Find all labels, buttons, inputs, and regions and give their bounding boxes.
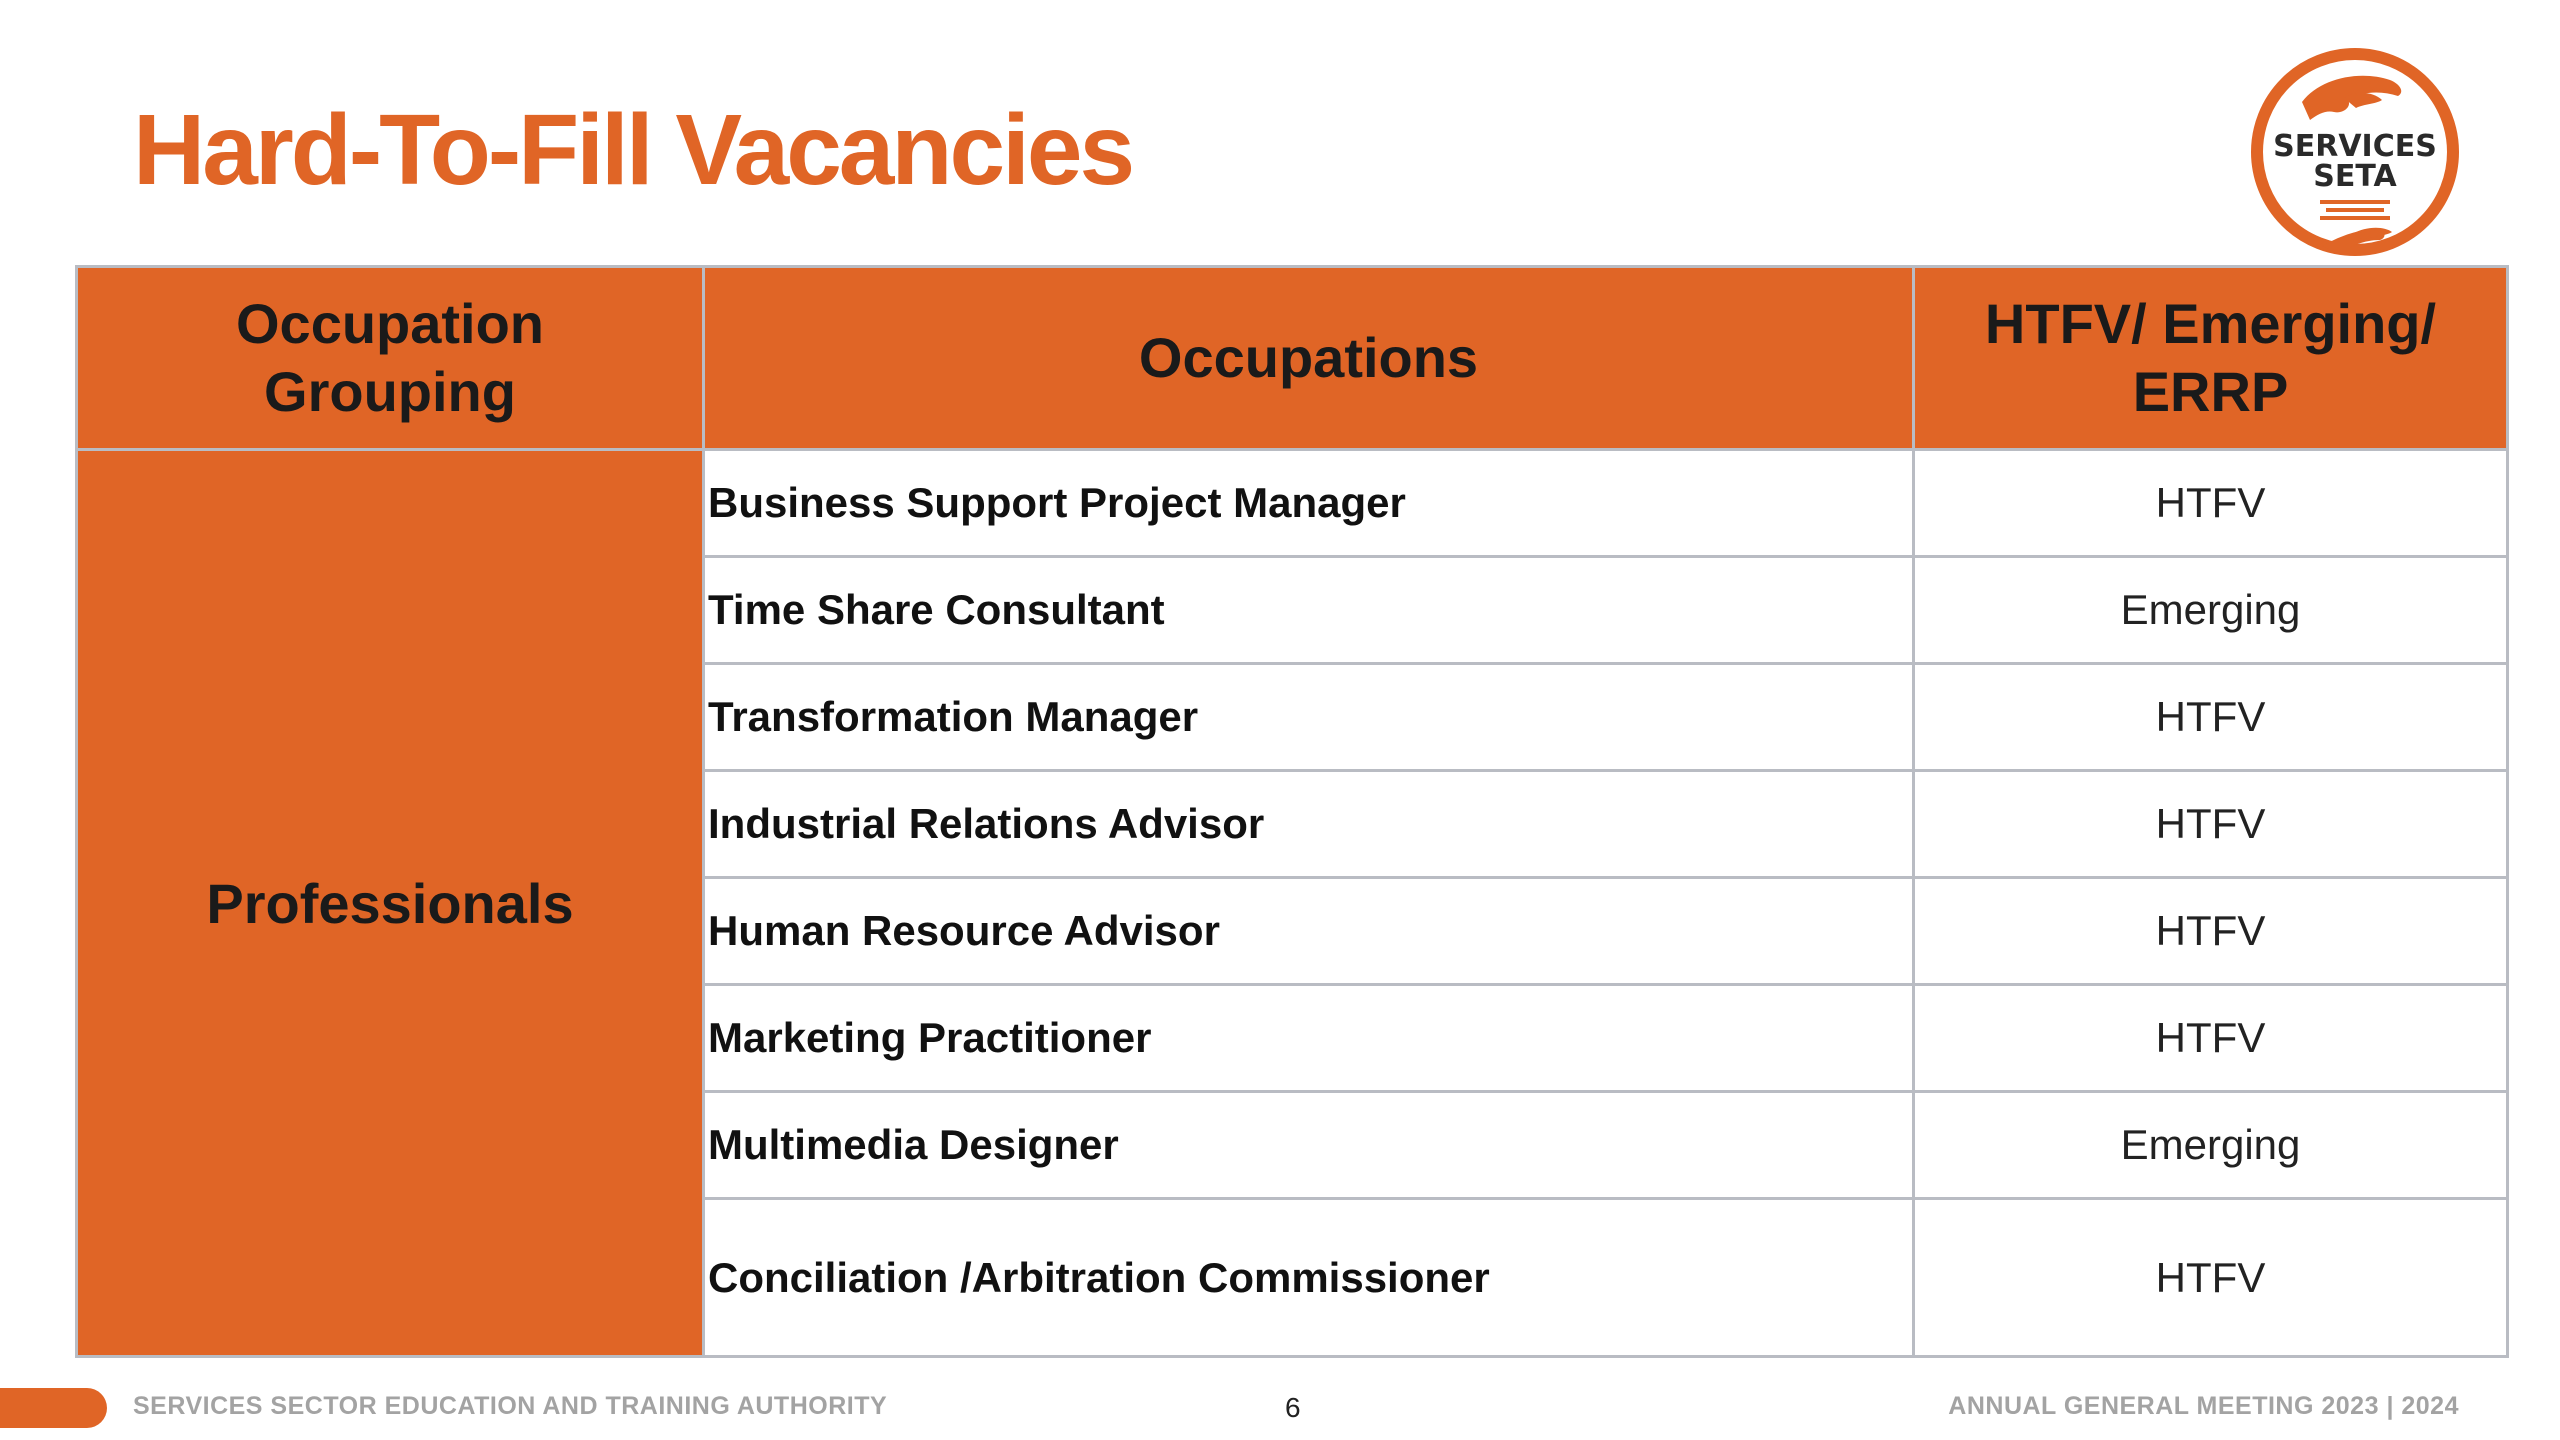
header-group-line1: Occupation (235, 291, 545, 355)
occupation-cell: Marketing Practitioner (704, 985, 1914, 1092)
type-cell: HTFV (1914, 664, 2508, 771)
logo-line2: SETA (2313, 159, 2397, 194)
header-occupation-grouping (77, 267, 704, 450)
occupation-cell: Transformation Manager (704, 664, 1914, 771)
occupation-cell: Human Resource Advisor (704, 878, 1914, 985)
occupation-cell: Multimedia Designer (704, 1092, 1914, 1199)
type-cell: HTFV (1914, 985, 2508, 1092)
header-type-line1: HTFV/ Emerging/ (1984, 291, 2437, 355)
table-row (77, 450, 2508, 557)
footer-accent-pill (0, 1388, 107, 1428)
header-group-line2: Grouping (264, 360, 516, 423)
type-cell: HTFV (1914, 771, 2508, 878)
header-type (1914, 267, 2508, 450)
table-header-row (77, 267, 2508, 450)
type-cell: HTFV (1914, 1199, 2508, 1357)
services-seta-logo (2240, 40, 2470, 270)
page-title: Hard-To-Fill Vacancies (133, 94, 1133, 206)
header-occupations: Occupations (704, 267, 1914, 450)
logo-stripes-icon (2320, 200, 2390, 220)
type-cell: Emerging (1914, 1092, 2508, 1199)
group-cell-professionals: Professionals (77, 450, 704, 1357)
footer-organisation: SERVICES SECTOR EDUCATION AND TRAINING AUTHORITY (133, 1392, 888, 1420)
page-number: 6 (1285, 1392, 1301, 1423)
occupation-cell: Industrial Relations Advisor (704, 771, 1914, 878)
occupation-cell: Conciliation /Arbitration Commissioner (704, 1199, 1914, 1357)
footer-event: ANNUAL GENERAL MEETING 2023 | 2024 (1948, 1392, 2459, 1420)
occupation-cell: Time Share Consultant (704, 557, 1914, 664)
type-cell: HTFV (1914, 450, 2508, 557)
occupation-cell: Business Support Project Manager (704, 450, 1914, 557)
logo-line1: SERVICES (2273, 129, 2437, 164)
vacancy-table (75, 265, 2509, 1358)
header-type-line2: ERRP (2132, 360, 2289, 423)
type-cell: Emerging (1914, 557, 2508, 664)
type-cell: HTFV (1914, 878, 2508, 985)
